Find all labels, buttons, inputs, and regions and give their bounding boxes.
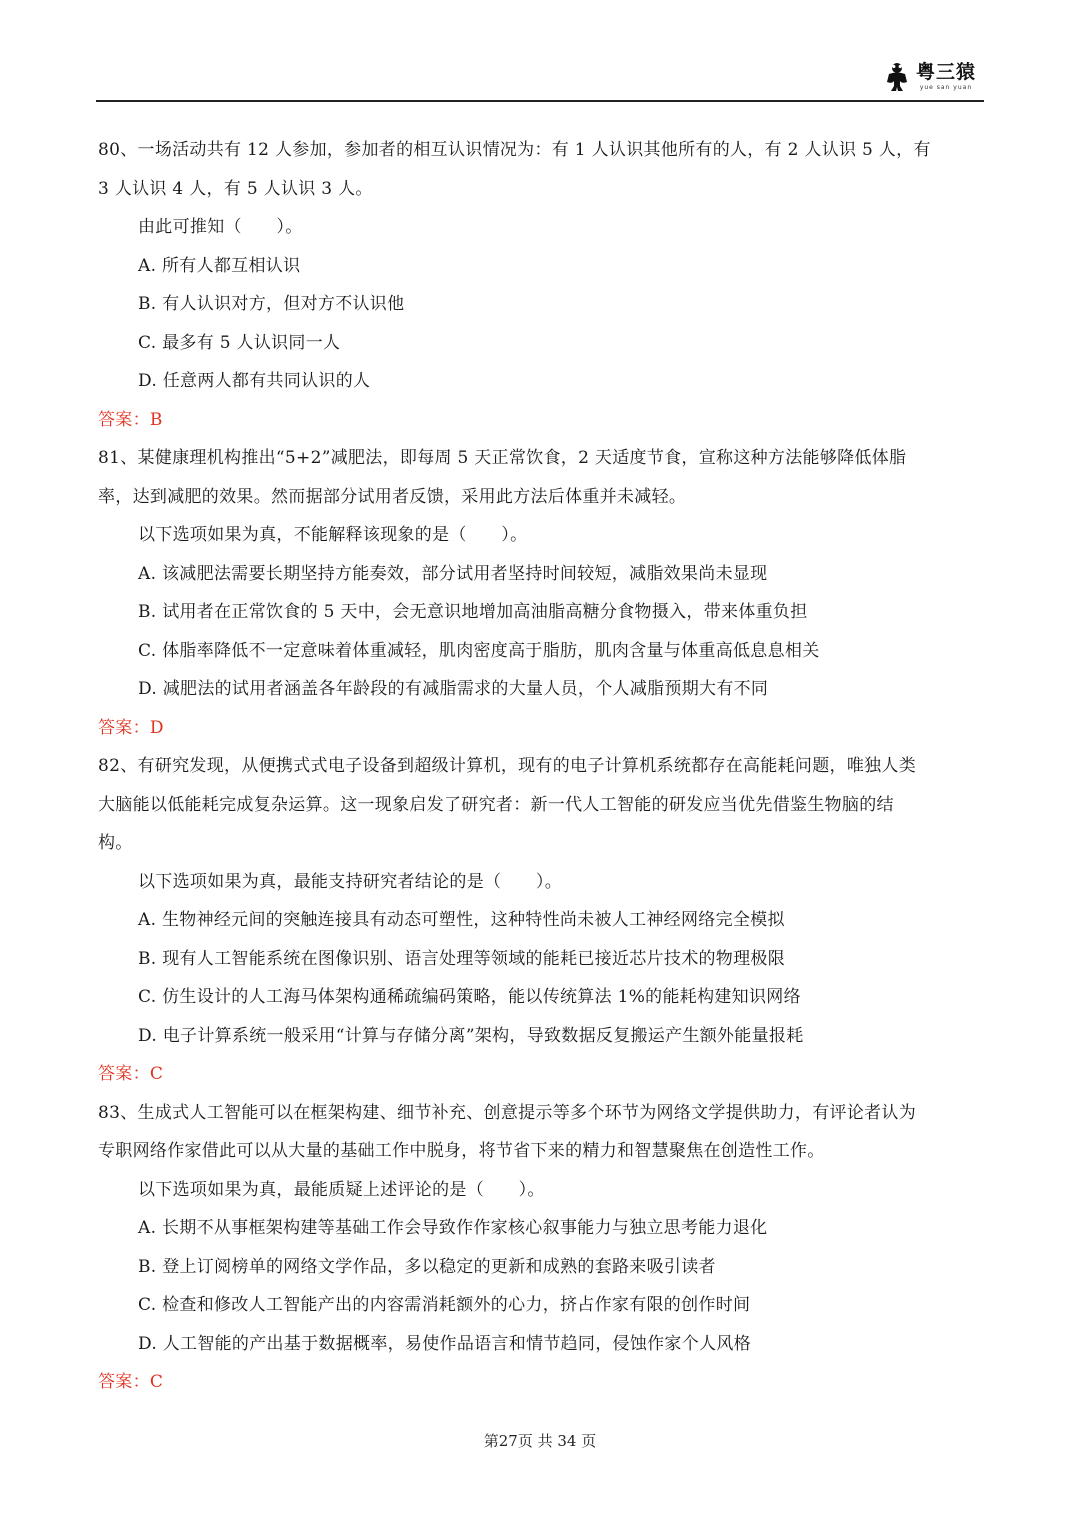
- option-a: A. 生物神经元间的突触连接具有动态可塑性，这种特性尚未被人工神经网络完全模拟: [138, 910, 785, 930]
- option-b: B. 登上订阅榜单的网络文学作品，多以稳定的更新和成熟的套路来吸引读者: [138, 1256, 716, 1277]
- question-list: [98, 131, 986, 1402]
- option-d: D. 任意两人都有共同认识的人: [138, 371, 371, 391]
- question-prompt: 以下选项如果为真，最能质疑上述评论的是（ ）。: [138, 1179, 545, 1200]
- question-stem: 80、一场活动共有 12 人参加，参加者的相互认识情况为：有 1 人认识其他所有的人，有 2 人认识 5 人，有: [98, 140, 931, 160]
- page-header: [96, 56, 984, 102]
- question-prompt: 以下选项如果为真，最能支持研究者结论的是（ ）。: [138, 871, 562, 892]
- option-c: C. 仿生设计的人工海马体架构通稀疏编码策略，能以传统算法 1%的能耗构建知识网络: [138, 987, 801, 1007]
- question-stem: 率，达到减肥的效果。然而据部分试用者反馈，采用此方法后体重并未减轻。: [98, 486, 687, 507]
- question-82: [98, 747, 986, 1094]
- question-stem: 81、某健康理机构推出“5+2”减肥法，即每周 5 天正常饮食，2 天适度节食，宣称这种方法能够降低体脂: [98, 448, 907, 468]
- question-stem: 大脑能以低能耗完成复杂运算。这一现象启发了研究者：新一代人工智能的研发应当优先借鉴生物脑的结: [98, 794, 894, 815]
- question-stem: 82、有研究发现，从便携式式电子设备到超级计算机，现有的电子计算机系统都存在高能耗问题，唯独人类: [98, 756, 917, 776]
- option-a: A. 所有人都互相认识: [138, 255, 301, 276]
- question-81: [98, 439, 986, 747]
- logo-chinese: 粤三猿: [915, 61, 976, 83]
- ape-logo-icon: [884, 62, 910, 92]
- answer-label: 答案：D: [98, 717, 164, 738]
- option-b: B. 有人认识对方，但对方不认识他: [138, 294, 405, 314]
- answer-label: 答案：C: [98, 1372, 164, 1392]
- option-d: D. 减肥法的试用者涵盖各年龄段的有减脂需求的大量人员，个人减脂预期大有不同: [138, 679, 769, 699]
- question-stem: 83、生成式人工智能可以在框架构建、细节补充、创意提示等多个环节为网络文学提供助力，有评论者认为: [98, 1102, 917, 1123]
- answer-label: 答案：B: [98, 409, 163, 430]
- logo-text: [916, 63, 976, 91]
- question-83: [98, 1094, 986, 1402]
- option-c: C. 体脂率降低不一定意味着体重减轻，肌肉密度高于脂肪，肌肉含量与体重高低息息相关: [138, 640, 820, 661]
- option-a: A. 长期不从事框架构建等基础工作会导致作作家核心叙事能力与独立思考能力退化: [138, 1218, 768, 1238]
- option-d: D. 人工智能的产出基于数据概率，易使作品语言和情节趋同，侵蚀作家个人风格: [138, 1333, 751, 1354]
- question-prompt: 以下选项如果为真，不能解释该现象的是（ ）。: [138, 525, 528, 545]
- option-a: A. 该减肥法需要长期坚持方能奏效，部分试用者坚持时间较短，减脂效果尚未显现: [138, 563, 768, 584]
- option-b: B. 试用者在正常饮食的 5 天中，会无意识地增加高油脂高糖分食物摄入，带来体重负担: [138, 602, 808, 622]
- question-stem: 专职网络作家借此可以从大量的基础工作中脱身，将节省下来的精力和智慧聚焦在创造性工作。: [98, 1141, 825, 1161]
- page-number: 第27页 共 34 页: [483, 1432, 597, 1450]
- option-b: B. 现有人工智能系统在图像识别、语言处理等领域的能耗已接近芯片技术的物理极限: [138, 948, 785, 969]
- logo-pinyin: yue san yuan: [919, 84, 973, 91]
- question-stem: 3 人认识 4 人，有 5 人认识 3 人。: [98, 178, 373, 199]
- answer-label: 答案：C: [98, 1064, 164, 1084]
- question-stem: 构。: [98, 833, 133, 853]
- option-d: D. 电子计算系统一般采用“计算与存储分离”架构，导致数据反复搬运产生额外能量报耗: [138, 1025, 804, 1046]
- option-c: C. 检查和修改人工智能产出的内容需消耗额外的心力，挤占作家有限的创作时间: [138, 1295, 751, 1315]
- option-c: C. 最多有 5 人认识同一人: [138, 332, 341, 353]
- question-80: [98, 131, 986, 439]
- question-prompt: 由此可推知（ ）。: [138, 217, 303, 237]
- brand-logo: [884, 62, 976, 92]
